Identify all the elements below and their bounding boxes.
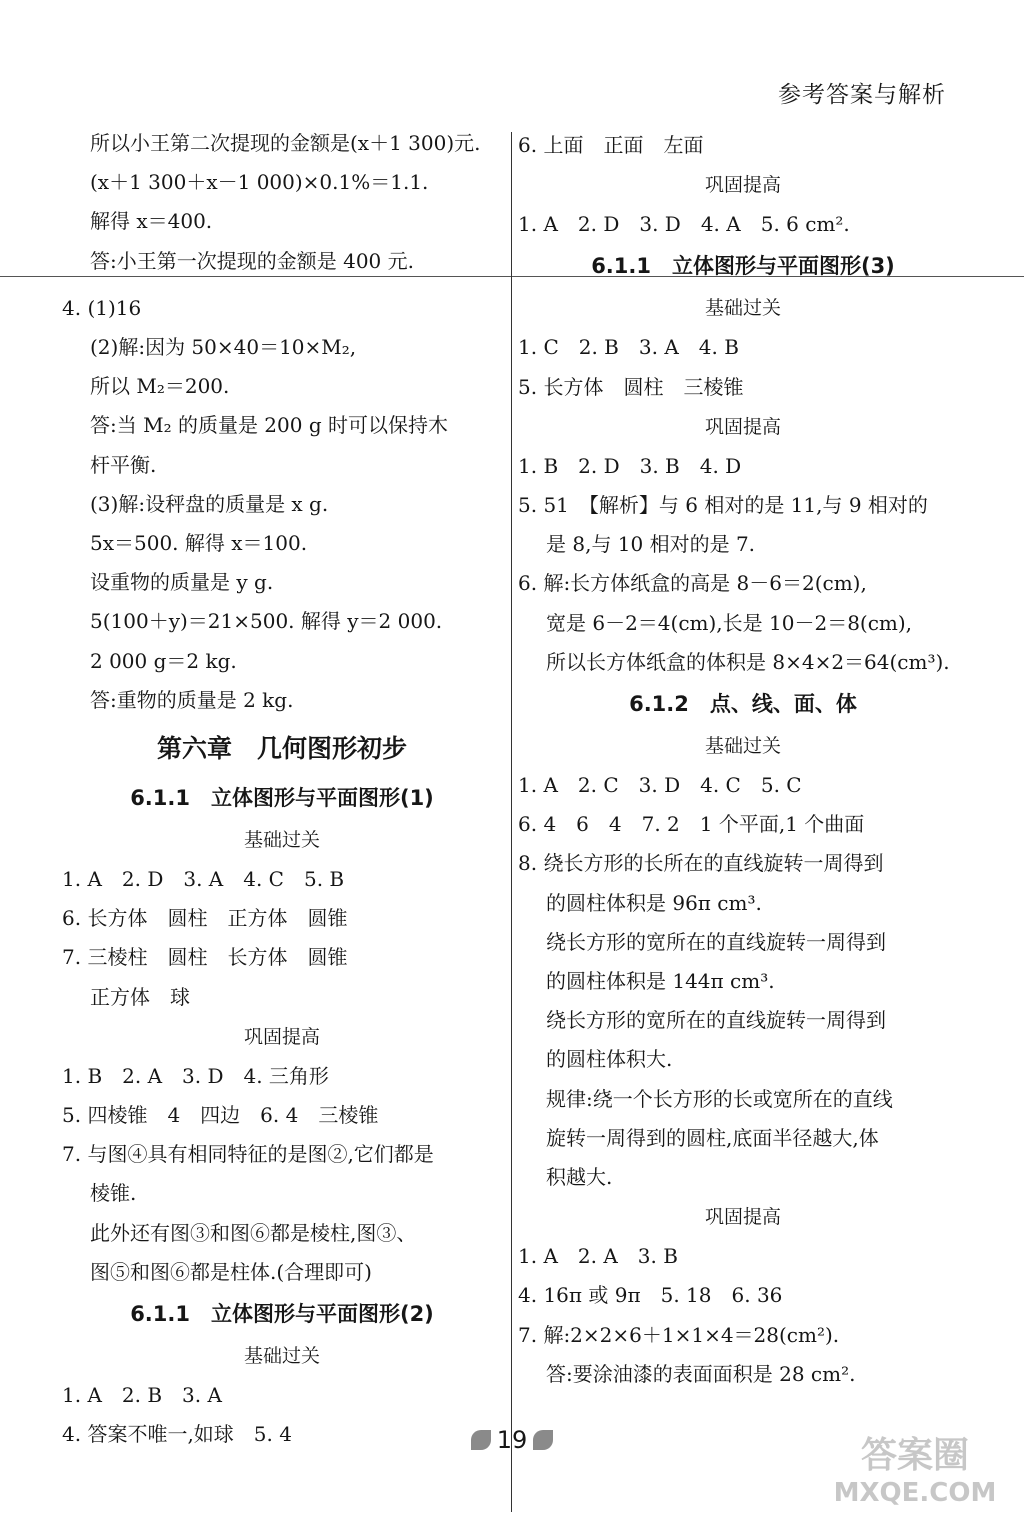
answer-line: 规律:绕一个长方形的长或宽所在的直线 bbox=[546, 1086, 893, 1111]
answer-line: (x＋1 300＋x－1 000)×0.1%＝1.1. bbox=[90, 170, 429, 195]
answer-line: 5. 51 【解析】与 6 相对的是 11,与 9 相对的 bbox=[518, 493, 928, 518]
answer-line: 积越大. bbox=[546, 1165, 613, 1190]
subsection-label: 巩固提高 bbox=[704, 1206, 781, 1229]
left-column bbox=[62, 124, 502, 1454]
answer-line: 1. A 2. D 3. D 4. A 5. 6 cm². bbox=[518, 212, 850, 237]
answer-line: 1. A 2. D 3. A 4. C 5. B bbox=[62, 867, 345, 892]
answer-line: 是 8,与 10 相对的是 7. bbox=[546, 532, 756, 557]
section-title: 6.1.1 立体图形与平面图形(2) bbox=[130, 1302, 434, 1327]
leaf-icon bbox=[471, 1430, 491, 1450]
answer-line: 5x＝500. 解得 x＝100. bbox=[90, 531, 308, 556]
answer-line: 解得 x＝400. bbox=[90, 209, 213, 234]
answer-line: 答:要涂油漆的表面面积是 28 cm². bbox=[546, 1361, 856, 1386]
page-number: 19 bbox=[496, 1426, 528, 1454]
answer-line: 所以长方体纸盒的体积是 8×4×2＝64(cm³). bbox=[546, 649, 950, 674]
answer-line: 杆平衡. bbox=[90, 452, 157, 477]
subsection-label: 基础过关 bbox=[704, 297, 781, 320]
watermark-text: 答案圈 bbox=[860, 1435, 969, 1476]
chapter-title: 第六章 几何图形初步 bbox=[156, 734, 407, 764]
watermark-logo bbox=[830, 1434, 1000, 1514]
answer-line: 5. 长方体 圆柱 三棱锥 bbox=[518, 374, 744, 399]
subsection-label: 巩固提高 bbox=[243, 1025, 320, 1048]
answer-line: 1. C 2. B 3. A 4. B bbox=[518, 335, 739, 360]
answer-line: 旋转一周得到的圆柱,底面半径越大,体 bbox=[546, 1125, 879, 1150]
section-title: 6.1.1 立体图形与平面图形(1) bbox=[130, 786, 434, 811]
section-title: 6.1.1 立体图形与平面图形(3) bbox=[591, 254, 895, 279]
answer-line: 图⑤和图⑥都是柱体.(合理即可) bbox=[90, 1259, 372, 1284]
answer-line: 7. 与图④具有相同特征的是图②,它们都是 bbox=[62, 1142, 434, 1167]
answer-line: 4. 答案不唯一,如球 5. 4 bbox=[62, 1422, 292, 1447]
subsection-label: 基础过关 bbox=[243, 829, 320, 852]
watermark-url: MXQE.COM bbox=[833, 1478, 997, 1508]
subsection-label: 巩固提高 bbox=[704, 174, 781, 197]
answer-line: 7. 三棱柱 圆柱 长方体 圆锥 bbox=[62, 945, 348, 970]
right-column bbox=[518, 126, 968, 1394]
subsection-label: 基础过关 bbox=[704, 735, 781, 758]
answer-line: (3)解:设秤盘的质量是 x g. bbox=[90, 491, 329, 516]
answer-line: 6. 解:长方体纸盒的高是 8－6＝2(cm), bbox=[518, 571, 867, 596]
answer-line: 棱锥. bbox=[90, 1181, 137, 1206]
answer-line: 6. 长方体 圆柱 正方体 圆锥 bbox=[62, 906, 348, 931]
answer-line: 的圆柱体积是 144π cm³. bbox=[546, 969, 775, 994]
page-footer bbox=[460, 1420, 564, 1460]
answer-line: 4. 16π 或 9π 5. 18 6. 36 bbox=[518, 1283, 783, 1308]
answer-line: 2 000 g＝2 kg. bbox=[90, 648, 237, 673]
answer-line: 的圆柱体积大. bbox=[546, 1047, 673, 1072]
answer-line: 绕长方形的宽所在的直线旋转一周得到 bbox=[546, 1008, 886, 1033]
answer-line: 1. A 2. A 3. B bbox=[518, 1244, 678, 1269]
answer-line: 7. 解:2×2×6＋1×1×4＝28(cm²). bbox=[518, 1322, 840, 1347]
answer-line: 宽是 6－2＝4(cm),长是 10－2＝8(cm), bbox=[546, 610, 913, 635]
answer-line: 所以 M₂＝200. bbox=[90, 374, 230, 399]
answer-line: 1. A 2. C 3. D 4. C 5. C bbox=[518, 773, 802, 798]
section-title: 6.1.2 点、线、面、体 bbox=[629, 692, 857, 717]
page-header-title: 参考答案与解析 bbox=[778, 82, 946, 108]
answer-line: 6. 4 6 4 7. 2 1 个平面,1 个曲面 bbox=[518, 812, 865, 837]
answer-line: 1. B 2. D 3. B 4. D bbox=[518, 453, 742, 478]
answer-line: 正方体 球 bbox=[90, 984, 190, 1009]
subsection-label: 巩固提高 bbox=[704, 415, 781, 438]
subsection-label: 基础过关 bbox=[243, 1345, 320, 1368]
answer-line: 8. 绕长方形的长所在的直线旋转一周得到 bbox=[518, 851, 884, 876]
answer-line: 6. 上面 正面 左面 bbox=[518, 133, 704, 157]
answer-line: 答:小王第一次提现的金额是 400 元. bbox=[90, 248, 414, 273]
answer-line: (2)解:因为 50×40＝10×M₂, bbox=[90, 335, 357, 360]
answer-line: 设重物的质量是 y g. bbox=[90, 570, 274, 595]
answer-line: 所以小王第二次提现的金额是(x＋1 300)元. bbox=[90, 131, 481, 155]
answer-line: 1. B 2. A 3. D 4. 三角形 bbox=[62, 1063, 329, 1088]
answer-line: 绕长方形的宽所在的直线旋转一周得到 bbox=[546, 929, 886, 954]
answer-line: 答:重物的质量是 2 kg. bbox=[90, 687, 294, 712]
answer-line: 1. A 2. B 3. A bbox=[62, 1383, 222, 1408]
answer-line: 答:当 M₂ 的质量是 200 g 时可以保持木 bbox=[90, 413, 448, 438]
column-divider bbox=[511, 132, 512, 1512]
answer-line: 4. (1)16 bbox=[62, 295, 142, 320]
answer-line: 的圆柱体积是 96π cm³. bbox=[546, 890, 762, 915]
answer-line: 5(100＋y)＝21×500. 解得 y＝2 000. bbox=[90, 609, 443, 634]
answer-line: 5. 四棱锥 4 四边 6. 4 三棱锥 bbox=[62, 1103, 379, 1128]
leaf-icon bbox=[533, 1430, 553, 1450]
answer-line: 此外还有图③和图⑥都是棱柱,图③、 bbox=[90, 1220, 417, 1245]
